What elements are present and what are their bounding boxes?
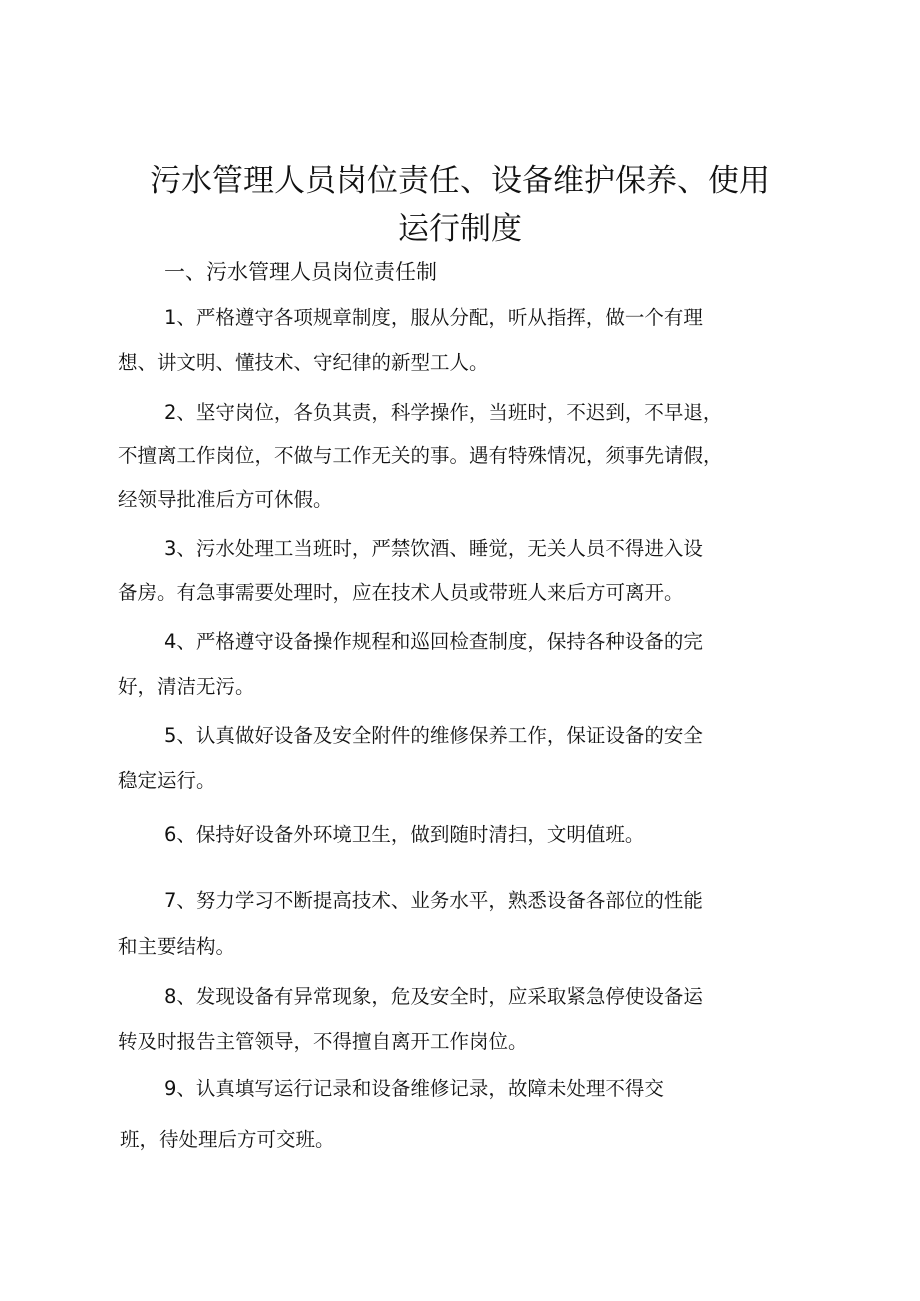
item-8-line-2: 转及时报告主管领导，不得擅自离开工作岗位。	[118, 1030, 528, 1053]
item-1-line-2: 想、讲文明、懂技术、守纪律的新型工人。	[118, 351, 489, 374]
item-7-line-1: 7、努力学习不断提高技术、业务水平，熟悉设备各部位的性能	[164, 889, 703, 912]
item-5-line-1: 5、认真做好设备及安全附件的维修保养工作，保证设备的安全	[164, 724, 703, 747]
item-2-line-2: 不擅离工作岗位，不做与工作无关的事。遇有特殊情况，须事先请假，	[118, 444, 723, 467]
item-2-line-1: 2、坚守岗位，各负其责，科学操作，当班时，不迟到，不早退，	[164, 401, 723, 424]
item-5-line-2: 稳定运行。	[118, 769, 216, 792]
item-6-line-1: 6、保持好设备外环境卫生，做到随时清扫，文明值班。	[164, 823, 645, 846]
section-heading: 一、污水管理人员岗位责任制	[164, 260, 437, 284]
item-3-line-1: 3、污水处理工当班时，严禁饮酒、睡觉，无关人员不得进入设	[164, 537, 703, 560]
item-9-number: 9	[164, 1077, 177, 1100]
item-4-number: 4	[164, 630, 177, 653]
item-3-line-2: 备房。有急事需要处理时，应在技术人员或带班人来后方可离开。	[118, 581, 684, 604]
item-1-number: 1	[164, 306, 177, 329]
item-8-number: 8	[164, 985, 177, 1008]
item-9-line-1: 9、认真填写运行记录和设备维修记录，故障未处理不得交	[164, 1077, 664, 1100]
item-4-line-2: 好，清洁无污。	[118, 675, 255, 698]
item-6-number: 6	[164, 823, 177, 846]
item-7-number: 7	[164, 889, 177, 912]
item-9-line-2: 班，待处理后方可交班。	[120, 1128, 335, 1151]
document-title-line-2: 运行制度	[398, 211, 522, 247]
item-4-line-1: 4、严格遵守设备操作规程和巡回检查制度，保持各种设备的完	[164, 630, 703, 653]
item-5-number: 5	[164, 724, 177, 747]
item-3-number: 3	[164, 537, 177, 560]
item-8-line-1: 8、发现设备有异常现象，危及安全时，应采取紧急停使设备运	[164, 985, 703, 1008]
document-title-line-1: 污水管理人员岗位责任、设备维护保养、使用	[150, 163, 770, 199]
item-2-line-3: 经领导批准后方可休假。	[118, 488, 333, 511]
item-7-line-2: 和主要结构。	[118, 935, 236, 958]
item-1-line-1: 1、严格遵守各项规章制度，服从分配，听从指挥，做一个有理	[164, 306, 703, 329]
item-2-number: 2	[164, 401, 177, 424]
